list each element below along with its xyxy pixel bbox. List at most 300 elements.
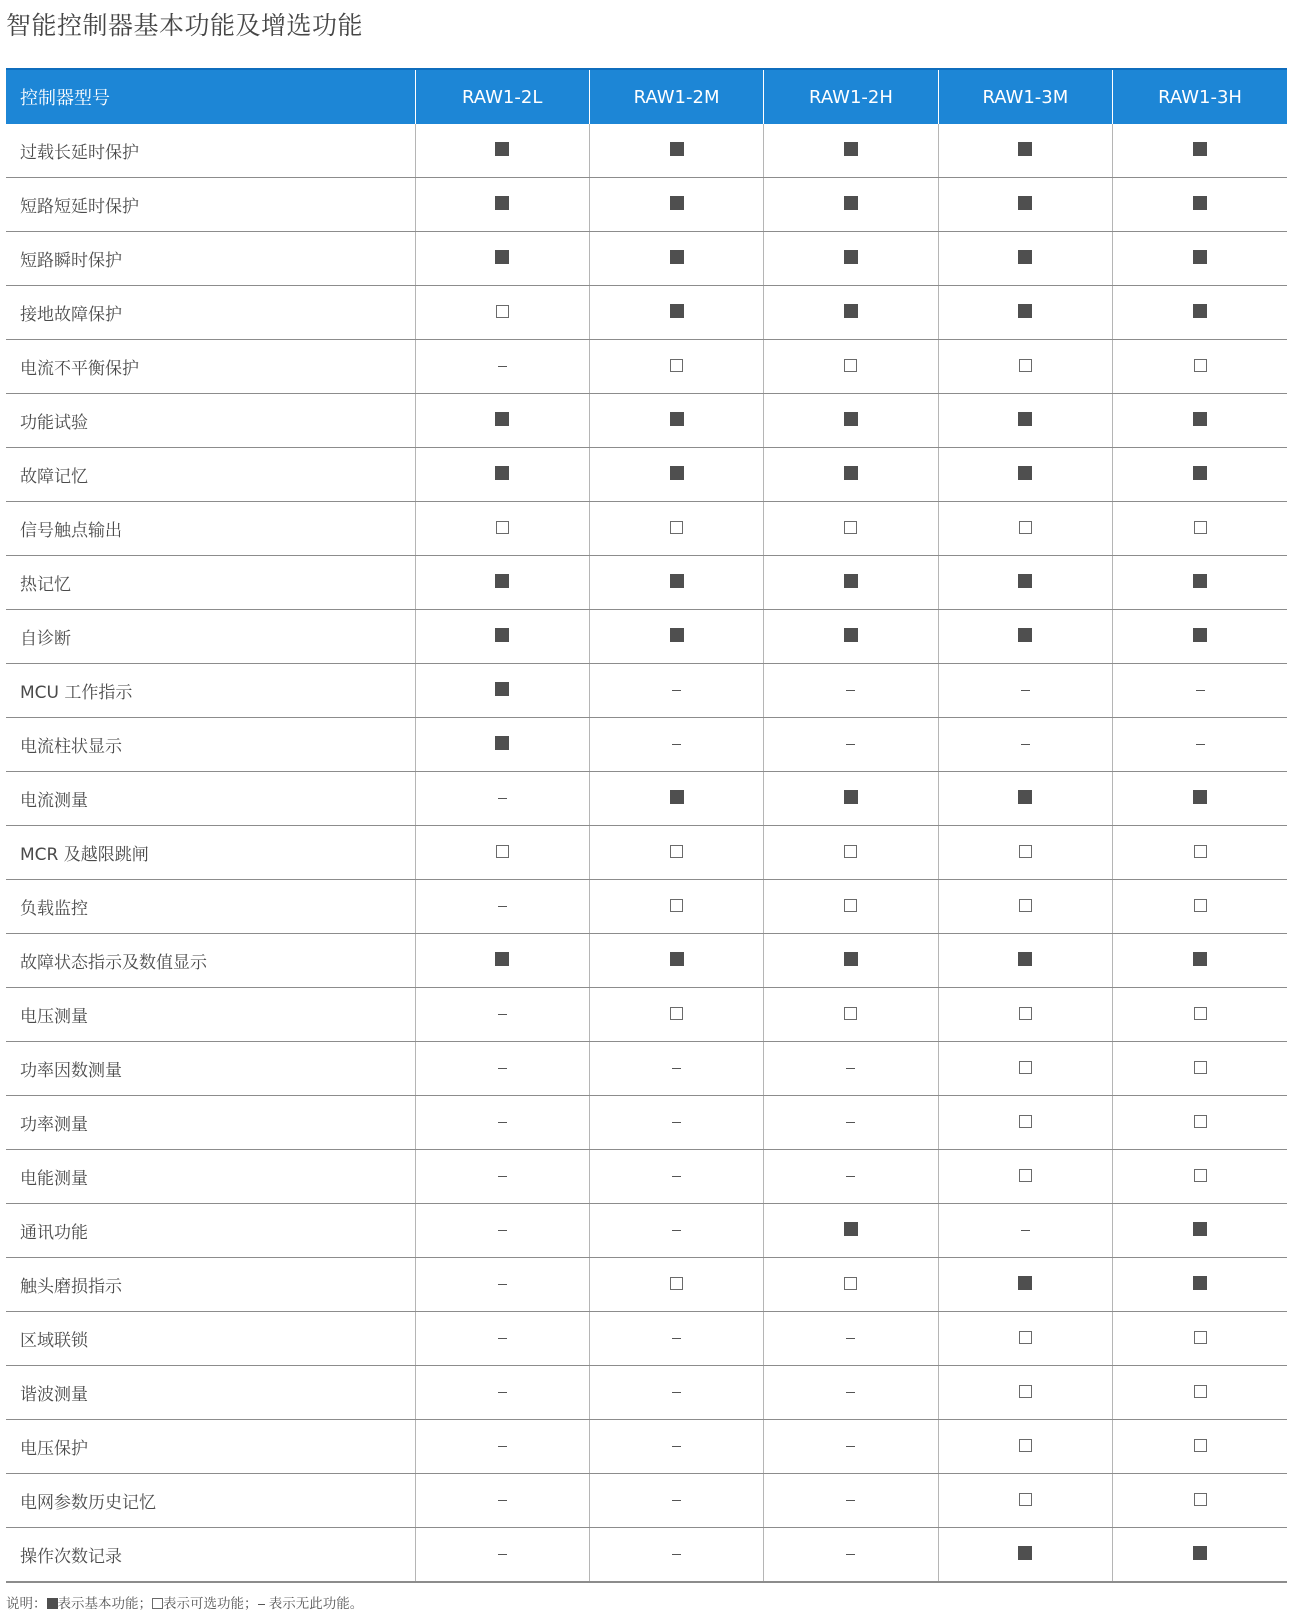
basic-square-icon (1018, 196, 1032, 210)
optional-square-icon (1194, 1331, 1207, 1344)
feature-name-cell: 自诊断 (6, 610, 415, 664)
feature-value-cell (415, 934, 589, 988)
feature-value-cell (764, 394, 938, 448)
table-row (6, 1474, 1287, 1528)
feature-value-cell (415, 502, 589, 556)
feature-value-cell (938, 124, 1112, 178)
feature-value-cell (1113, 1420, 1287, 1474)
feature-value-cell (589, 1258, 763, 1312)
optional-square-icon (844, 521, 857, 534)
feature-value-cell (938, 340, 1112, 394)
basic-square-icon (1018, 466, 1032, 480)
feature-value-cell (764, 988, 938, 1042)
feature-value-cell (415, 718, 589, 772)
optional-square-icon (1194, 359, 1207, 372)
header-model-label: 控制器型号 (6, 69, 415, 124)
feature-value-cell (764, 1528, 938, 1583)
feature-value-cell (938, 1528, 1112, 1583)
basic-square-icon (1193, 1276, 1207, 1290)
feature-value-cell (415, 1366, 589, 1420)
basic-square-icon (1018, 952, 1032, 966)
optional-square-icon (496, 521, 509, 534)
feature-name-cell: 电压测量 (6, 988, 415, 1042)
optional-square-icon (844, 1007, 857, 1020)
basic-square-icon (670, 790, 684, 804)
feature-value-cell (938, 556, 1112, 610)
basic-square-icon (1018, 574, 1032, 588)
feature-name-cell: 电网参数历史记忆 (6, 1474, 415, 1528)
optional-square-icon (1019, 1169, 1032, 1182)
basic-square-icon (1193, 1222, 1207, 1236)
feature-value-cell (589, 664, 763, 718)
feature-value-cell (938, 880, 1112, 934)
feature-value-cell (938, 1258, 1112, 1312)
feature-name-cell: 短路瞬时保护 (6, 232, 415, 286)
optional-square-icon (1194, 845, 1207, 858)
table-row (6, 178, 1287, 232)
optional-square-icon (496, 305, 509, 318)
feature-name-cell: 故障状态指示及数值显示 (6, 934, 415, 988)
feature-value-cell (589, 340, 763, 394)
feature-value-cell (764, 556, 938, 610)
basic-square-icon (1193, 304, 1207, 318)
table-row (6, 772, 1287, 826)
feature-value-cell (1113, 448, 1287, 502)
feature-name-cell: 操作次数记录 (6, 1528, 415, 1583)
feature-value-cell (938, 1096, 1112, 1150)
feature-name-cell: 通讯功能 (6, 1204, 415, 1258)
feature-value-cell (764, 448, 938, 502)
feature-value-cell (415, 1042, 589, 1096)
basic-square-icon (844, 250, 858, 264)
basic-square-icon (1193, 574, 1207, 588)
table-row (6, 286, 1287, 340)
table-row (6, 664, 1287, 718)
feature-value-cell (415, 124, 589, 178)
feature-value-cell (1113, 1258, 1287, 1312)
optional-square-icon (844, 1277, 857, 1290)
dash-icon (672, 1068, 681, 1070)
feature-value-cell (1113, 1096, 1287, 1150)
optional-square-icon (1019, 899, 1032, 912)
dash-icon (672, 690, 681, 692)
feature-value-cell (938, 448, 1112, 502)
dash-icon (846, 690, 855, 692)
feature-value-cell (938, 1150, 1112, 1204)
feature-value-cell (589, 934, 763, 988)
feature-value-cell (1113, 124, 1287, 178)
feature-name-cell: MCU 工作指示 (6, 664, 415, 718)
feature-value-cell (589, 448, 763, 502)
dash-icon (846, 1122, 855, 1124)
dash-icon (672, 1446, 681, 1448)
table-row (6, 340, 1287, 394)
optional-square-icon (1019, 1385, 1032, 1398)
basic-square-icon (1018, 790, 1032, 804)
feature-value-cell (1113, 178, 1287, 232)
dash-icon (498, 1338, 507, 1340)
feature-value-cell (415, 664, 589, 718)
dash-icon (1021, 744, 1030, 746)
basic-square-icon (495, 628, 509, 642)
dash-icon (846, 1500, 855, 1502)
table-body (6, 124, 1287, 1582)
feature-value-cell (415, 1096, 589, 1150)
legend-note (6, 1592, 363, 1612)
basic-square-icon (1193, 196, 1207, 210)
feature-value-cell (764, 1474, 938, 1528)
basic-square-icon (495, 466, 509, 480)
basic-square-icon (844, 1222, 858, 1236)
feature-name-cell: 热记忆 (6, 556, 415, 610)
table-row (6, 502, 1287, 556)
basic-square-icon (1193, 142, 1207, 156)
feature-value-cell (1113, 718, 1287, 772)
dash-icon (498, 366, 507, 368)
feature-value-cell (415, 178, 589, 232)
basic-square-icon (1018, 1276, 1032, 1290)
note-prefix: 说明： (6, 1596, 47, 1612)
basic-square-icon (844, 574, 858, 588)
feature-value-cell (1113, 394, 1287, 448)
dash-icon (846, 1176, 855, 1178)
table-row (6, 826, 1287, 880)
table-row (6, 880, 1287, 934)
feature-value-cell (938, 988, 1112, 1042)
feature-value-cell (938, 772, 1112, 826)
dash-icon (498, 1446, 507, 1448)
optional-square-icon (670, 521, 683, 534)
page-title: 智能控制器基本功能及增选功能 (6, 11, 364, 40)
table-row (6, 1042, 1287, 1096)
basic-square-icon (844, 142, 858, 156)
optional-square-icon (1019, 1439, 1032, 1452)
feature-value-cell (415, 826, 589, 880)
feature-value-cell (1113, 826, 1287, 880)
basic-square-icon (670, 952, 684, 966)
feature-value-cell (1113, 232, 1287, 286)
feature-value-cell (415, 1474, 589, 1528)
dash-icon (672, 1554, 681, 1556)
feature-value-cell (589, 880, 763, 934)
dash-icon (672, 1176, 681, 1178)
feature-name-cell: 过载长延时保护 (6, 124, 415, 178)
optional-square-icon (1194, 521, 1207, 534)
dash-icon (846, 744, 855, 746)
basic-square-icon (495, 142, 509, 156)
feature-value-cell (589, 232, 763, 286)
dash-icon (846, 1068, 855, 1070)
feature-value-cell (1113, 286, 1287, 340)
feature-value-cell (589, 1312, 763, 1366)
feature-value-cell (415, 772, 589, 826)
header-raw1-3m: RAW1-3M (938, 69, 1112, 124)
basic-square-icon (1018, 250, 1032, 264)
feature-value-cell (589, 1204, 763, 1258)
feature-name-cell: 功率因数测量 (6, 1042, 415, 1096)
optional-square-icon (496, 845, 509, 858)
dash-icon (498, 1230, 507, 1232)
header-raw1-2h: RAW1-2H (764, 69, 938, 124)
basic-square-icon (1193, 250, 1207, 264)
table-row (6, 1420, 1287, 1474)
feature-value-cell (1113, 1042, 1287, 1096)
feature-value-cell (764, 1420, 938, 1474)
feature-value-cell (415, 340, 589, 394)
dash-icon (672, 1338, 681, 1340)
feature-value-cell (1113, 1150, 1287, 1204)
feature-value-cell (1113, 1366, 1287, 1420)
dash-icon (1196, 744, 1205, 746)
feature-value-cell (764, 880, 938, 934)
note-optional-text: 表示可选功能； (163, 1596, 258, 1612)
feature-value-cell (589, 286, 763, 340)
optional-square-icon (1194, 1385, 1207, 1398)
feature-value-cell (415, 1420, 589, 1474)
basic-square-icon (844, 412, 858, 426)
dash-icon (498, 1500, 507, 1502)
basic-square-icon (844, 952, 858, 966)
optional-square-icon (670, 1007, 683, 1020)
feature-value-cell (415, 1258, 589, 1312)
feature-value-cell (1113, 1204, 1287, 1258)
feature-value-cell (764, 286, 938, 340)
feature-value-cell (764, 772, 938, 826)
table-row (6, 1366, 1287, 1420)
basic-square-icon (844, 304, 858, 318)
dash-icon (498, 1392, 507, 1394)
dash-icon (498, 1068, 507, 1070)
feature-table (6, 68, 1287, 1583)
feature-name-cell: 功能试验 (6, 394, 415, 448)
feature-value-cell (938, 1366, 1112, 1420)
basic-square-icon (1193, 952, 1207, 966)
optional-square-icon (1019, 521, 1032, 534)
feature-value-cell (415, 232, 589, 286)
feature-value-cell (589, 502, 763, 556)
feature-name-cell: 功率测量 (6, 1096, 415, 1150)
feature-value-cell (938, 286, 1112, 340)
feature-value-cell (589, 1042, 763, 1096)
basic-square-icon (495, 952, 509, 966)
optional-square-icon (844, 899, 857, 912)
feature-value-cell (589, 178, 763, 232)
basic-square-icon (1193, 628, 1207, 642)
header-raw1-2l: RAW1-2L (415, 69, 589, 124)
feature-value-cell (589, 394, 763, 448)
basic-square-icon (1018, 628, 1032, 642)
dash-icon (1021, 690, 1030, 692)
feature-value-cell (589, 1150, 763, 1204)
feature-value-cell (938, 664, 1112, 718)
feature-value-cell (415, 394, 589, 448)
dash-icon (672, 744, 681, 746)
feature-value-cell (938, 718, 1112, 772)
basic-square-icon (1193, 466, 1207, 480)
feature-value-cell (1113, 1312, 1287, 1366)
feature-value-cell (764, 124, 938, 178)
dash-icon (672, 1122, 681, 1124)
optional-square-icon (670, 1277, 683, 1290)
feature-value-cell (589, 124, 763, 178)
table-row (6, 1150, 1287, 1204)
table-row (6, 124, 1287, 178)
feature-name-cell: 触头磨损指示 (6, 1258, 415, 1312)
feature-value-cell (589, 1096, 763, 1150)
table-header (6, 69, 1287, 124)
feature-name-cell: 电流柱状显示 (6, 718, 415, 772)
header-raw1-2m: RAW1-2M (589, 69, 763, 124)
dash-icon (846, 1554, 855, 1556)
note-basic-text: 表示基本功能； (57, 1596, 152, 1612)
feature-value-cell (938, 178, 1112, 232)
feature-name-cell: 电压保护 (6, 1420, 415, 1474)
feature-value-cell (764, 1096, 938, 1150)
basic-square-icon (1018, 412, 1032, 426)
feature-value-cell (415, 448, 589, 502)
feature-value-cell (938, 502, 1112, 556)
feature-value-cell (938, 934, 1112, 988)
basic-square-icon (670, 304, 684, 318)
feature-value-cell (764, 232, 938, 286)
feature-value-cell (764, 610, 938, 664)
basic-square-icon (670, 628, 684, 642)
feature-value-cell (1113, 610, 1287, 664)
feature-value-cell (1113, 1474, 1287, 1528)
basic-square-icon (1018, 304, 1032, 318)
optional-square-icon (1194, 1493, 1207, 1506)
optional-square-icon (1019, 1061, 1032, 1074)
dash-icon (498, 1176, 507, 1178)
table-row (6, 1096, 1287, 1150)
basic-square-icon (47, 1598, 58, 1609)
header-raw1-3h: RAW1-3H (1113, 69, 1287, 124)
optional-square-icon (1019, 1115, 1032, 1128)
optional-square-icon (1194, 1061, 1207, 1074)
basic-square-icon (1018, 1546, 1032, 1560)
feature-value-cell (764, 340, 938, 394)
feature-value-cell (589, 556, 763, 610)
basic-square-icon (1193, 1546, 1207, 1560)
table-row (6, 934, 1287, 988)
feature-name-cell: 接地故障保护 (6, 286, 415, 340)
feature-value-cell (589, 826, 763, 880)
feature-value-cell (764, 178, 938, 232)
feature-value-cell (415, 1204, 589, 1258)
basic-square-icon (670, 466, 684, 480)
feature-value-cell (1113, 988, 1287, 1042)
feature-value-cell (938, 1420, 1112, 1474)
table-row (6, 988, 1287, 1042)
feature-value-cell (589, 1528, 763, 1583)
feature-value-cell (938, 394, 1112, 448)
feature-name-cell: 信号触点输出 (6, 502, 415, 556)
feature-value-cell (415, 880, 589, 934)
dash-icon (672, 1230, 681, 1232)
basic-square-icon (1193, 790, 1207, 804)
feature-value-cell (589, 1474, 763, 1528)
basic-square-icon (844, 790, 858, 804)
feature-value-cell (1113, 664, 1287, 718)
feature-value-cell (415, 1528, 589, 1583)
feature-name-cell: 谐波测量 (6, 1366, 415, 1420)
basic-square-icon (1018, 142, 1032, 156)
feature-value-cell (1113, 340, 1287, 394)
dash-icon (672, 1500, 681, 1502)
table-row (6, 718, 1287, 772)
dash-icon (672, 1392, 681, 1394)
basic-square-icon (670, 250, 684, 264)
feature-value-cell (415, 988, 589, 1042)
table-row (6, 1204, 1287, 1258)
feature-value-cell (764, 1204, 938, 1258)
feature-value-cell (764, 1150, 938, 1204)
feature-value-cell (1113, 556, 1287, 610)
feature-value-cell (415, 556, 589, 610)
feature-value-cell (764, 934, 938, 988)
feature-name-cell: MCR 及越限跳闸 (6, 826, 415, 880)
basic-square-icon (670, 412, 684, 426)
feature-value-cell (415, 610, 589, 664)
feature-name-cell: 电流测量 (6, 772, 415, 826)
basic-square-icon (495, 682, 509, 696)
dash-icon (498, 1284, 507, 1286)
optional-square-icon (1019, 845, 1032, 858)
feature-value-cell (764, 826, 938, 880)
feature-value-cell (1113, 934, 1287, 988)
basic-square-icon (844, 196, 858, 210)
feature-value-cell (764, 664, 938, 718)
table-row (6, 556, 1287, 610)
feature-value-cell (764, 1366, 938, 1420)
feature-value-cell (415, 1150, 589, 1204)
feature-name-cell: 故障记忆 (6, 448, 415, 502)
feature-name-cell: 电能测量 (6, 1150, 415, 1204)
optional-square-icon (1019, 1331, 1032, 1344)
feature-value-cell (1113, 1528, 1287, 1583)
feature-value-cell (764, 1258, 938, 1312)
optional-square-icon (1019, 359, 1032, 372)
feature-value-cell (1113, 502, 1287, 556)
optional-square-icon (1194, 1007, 1207, 1020)
table-row (6, 1528, 1287, 1583)
feature-value-cell (415, 286, 589, 340)
feature-name-cell: 负载监控 (6, 880, 415, 934)
feature-value-cell (1113, 880, 1287, 934)
basic-square-icon (495, 196, 509, 210)
feature-value-cell (589, 1420, 763, 1474)
feature-value-cell (938, 232, 1112, 286)
optional-square-icon (670, 899, 683, 912)
optional-square-icon (152, 1598, 163, 1609)
dash-icon (498, 906, 507, 908)
feature-value-cell (938, 826, 1112, 880)
basic-square-icon (844, 628, 858, 642)
feature-name-cell: 区域联锁 (6, 1312, 415, 1366)
dash-icon (498, 1014, 507, 1016)
feature-value-cell (764, 1312, 938, 1366)
feature-value-cell (589, 772, 763, 826)
table-row (6, 448, 1287, 502)
feature-value-cell (589, 1366, 763, 1420)
basic-square-icon (495, 250, 509, 264)
optional-square-icon (844, 845, 857, 858)
table-row (6, 610, 1287, 664)
feature-name-cell: 短路短延时保护 (6, 178, 415, 232)
feature-value-cell (764, 1042, 938, 1096)
optional-square-icon (1019, 1493, 1032, 1506)
feature-value-cell (589, 988, 763, 1042)
